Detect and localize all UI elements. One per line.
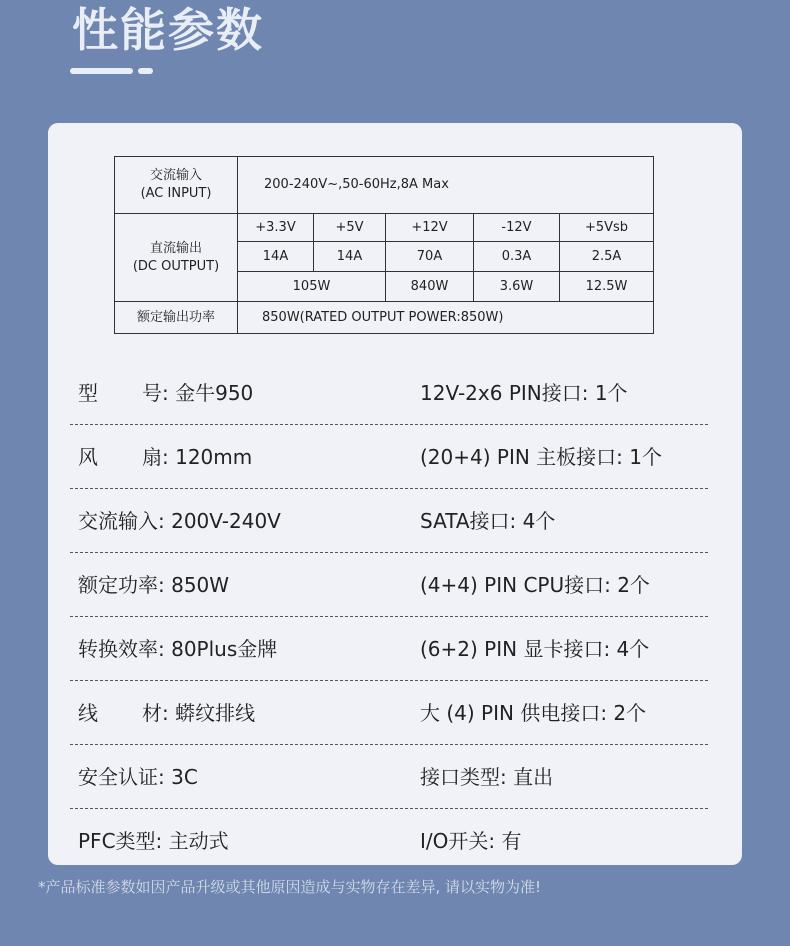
- rail-cell: +12V: [386, 214, 474, 242]
- disclaimer-note: *产品标准参数如因产品升级或其他原因造成与实物存在差异, 请以实物为准!: [38, 878, 542, 896]
- power-cell: 105W: [238, 272, 386, 302]
- spec-left: 交流输入: 200V-240V: [78, 509, 281, 533]
- current-cell: 0.3A: [474, 242, 560, 272]
- spec-row-pfc: [70, 809, 708, 872]
- spec-right: 12V-2x6 PIN接口: 1个: [420, 381, 628, 405]
- spec-row-ac-input: [70, 489, 708, 553]
- spec-left: 型 号: 金牛950: [78, 381, 254, 405]
- ac-input-label: 交流输入 (AC INPUT): [115, 157, 238, 214]
- spec-right: I/O开关: 有: [420, 829, 522, 853]
- spec-row-rated-power: [70, 553, 708, 617]
- rail-cell: +3.3V: [238, 214, 314, 242]
- spec-left: PFC类型: 主动式: [78, 829, 229, 853]
- ac-input-row: [115, 157, 654, 214]
- rail-cell: +5Vsb: [560, 214, 654, 242]
- title-underline-short: [138, 68, 153, 74]
- power-cell: 3.6W: [474, 272, 560, 302]
- power-spec-table: [114, 156, 654, 334]
- spec-row-model: [70, 361, 708, 425]
- spec-right: SATA接口: 4个: [420, 509, 556, 533]
- rail-cell: -12V: [474, 214, 560, 242]
- spec-right: 大 (4) PIN 供电接口: 2个: [420, 701, 647, 725]
- spec-left: 安全认证: 3C: [78, 765, 198, 789]
- spec-right: (6+2) PIN 显卡接口: 4个: [420, 637, 650, 661]
- current-cell: 2.5A: [560, 242, 654, 272]
- rail-cell: +5V: [314, 214, 386, 242]
- current-cell: 70A: [386, 242, 474, 272]
- spec-left: 风 扇: 120mm: [78, 445, 253, 469]
- spec-left: 转换效率: 80Plus金牌: [78, 637, 278, 661]
- page-title: 性能参数: [72, 3, 264, 57]
- rated-power-row: [115, 302, 654, 334]
- title-underline-long: [70, 68, 133, 74]
- spec-right: 接口类型: 直出: [420, 765, 554, 789]
- power-cell: 840W: [386, 272, 474, 302]
- dc-output-label: 直流输出 (DC OUTPUT): [115, 214, 238, 302]
- power-cell: 12.5W: [560, 272, 654, 302]
- spec-row-efficiency: [70, 617, 708, 681]
- spec-list: [70, 361, 708, 872]
- rated-power-label: 额定输出功率: [115, 302, 238, 334]
- spec-row-cable: [70, 681, 708, 745]
- spec-card: [48, 123, 742, 865]
- current-cell: 14A: [238, 242, 314, 272]
- spec-right: (4+4) PIN CPU接口: 2个: [420, 573, 650, 597]
- spec-row-fan: [70, 425, 708, 489]
- rated-power-value: 850W(RATED OUTPUT POWER:850W): [238, 302, 654, 334]
- spec-left: 线 材: 蟒纹排线: [78, 701, 256, 725]
- spec-right: (20+4) PIN 主板接口: 1个: [420, 445, 662, 469]
- spec-row-certification: [70, 745, 708, 809]
- dc-rail-row: [115, 214, 654, 242]
- ac-input-value: 200-240V~,50-60Hz,8A Max: [238, 157, 654, 214]
- spec-left: 额定功率: 850W: [78, 573, 230, 597]
- current-cell: 14A: [314, 242, 386, 272]
